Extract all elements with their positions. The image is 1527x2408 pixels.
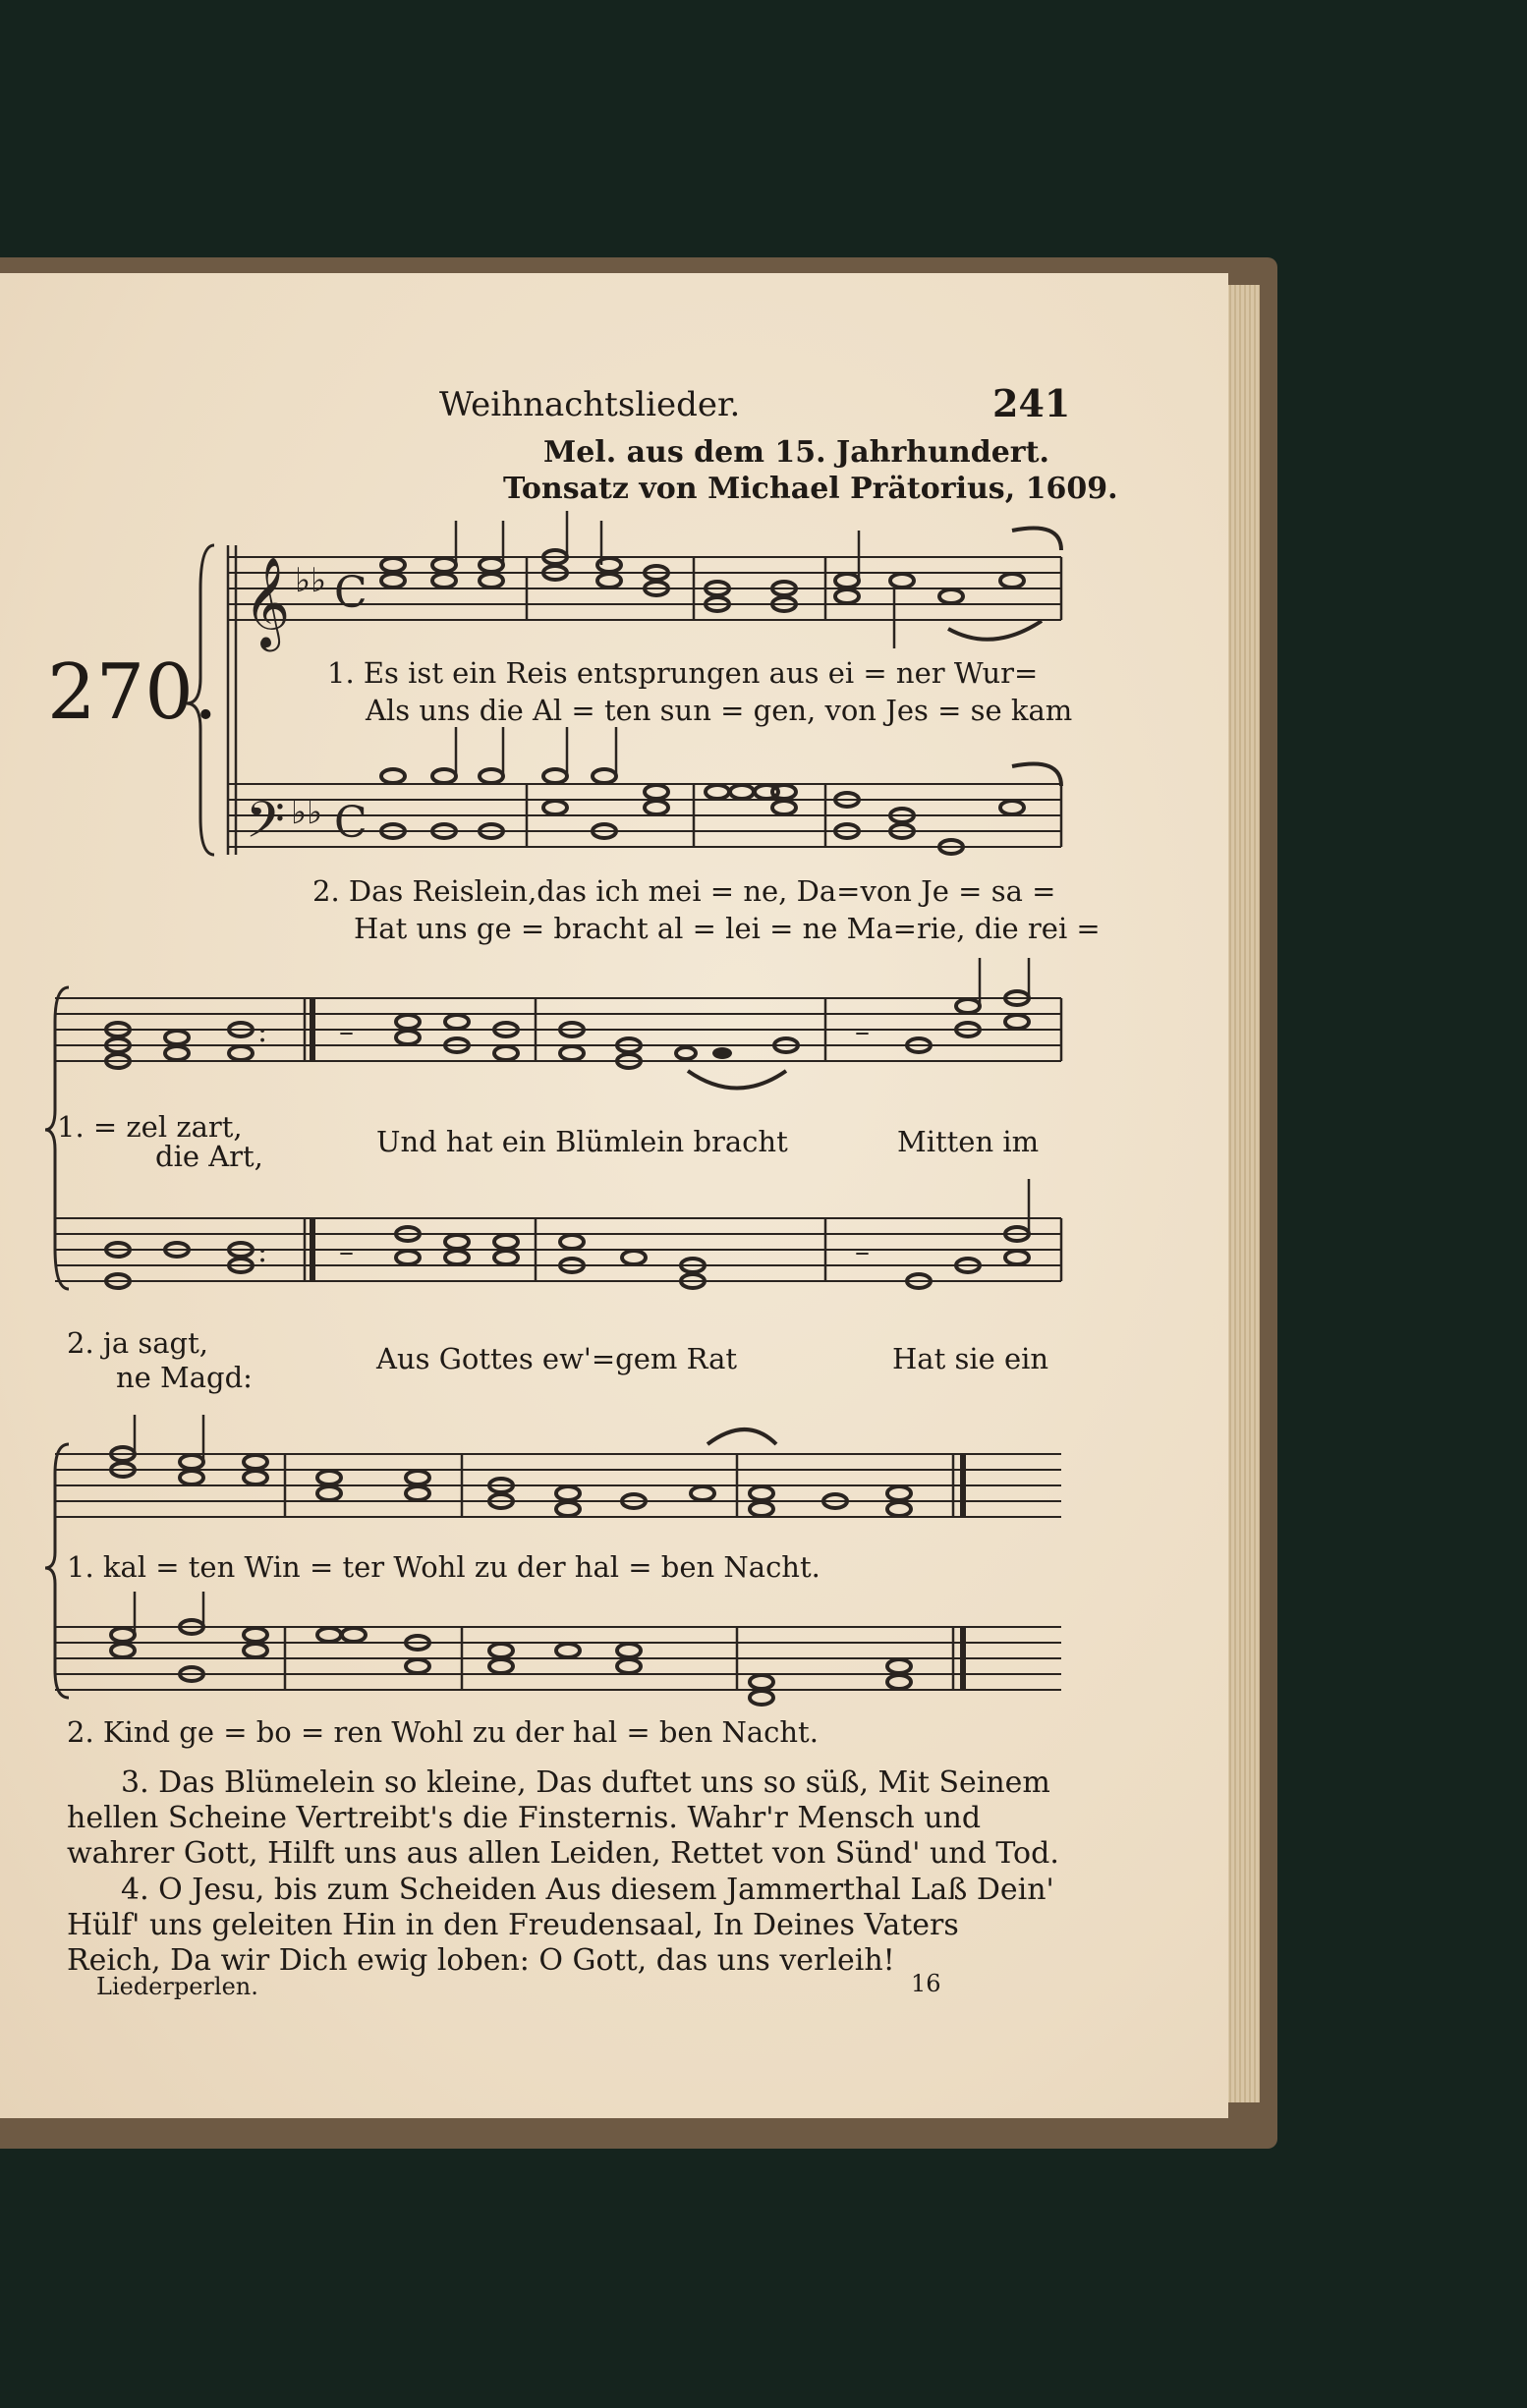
svg-text:–: – — [339, 1015, 354, 1049]
page-number: 241 — [992, 381, 1071, 425]
svg-text:C: C — [334, 798, 368, 848]
stanza-4: 4. O Jesu, bis zum Scheiden Aus diesem Jammerthal Laß Dein' Hülf' uns geleiten Hin in den Freudensaal, In Deines Vaters Reich, Da wir Dich ewig loben: O Gott, das uns verleih! — [67, 1873, 1054, 1978]
setting-attribution: Tonsatz von Michael Prätorius, 1609. — [503, 472, 1118, 506]
system1-verse2-line2: Hat uns ge = bracht al = lei = ne Ma=rie, die rei = — [354, 912, 1101, 945]
system2-verse1-a: 1. = zel zart, — [57, 1110, 243, 1144]
svg-text:♭♭: ♭♭ — [295, 561, 327, 600]
system1-brace — [187, 545, 214, 855]
system2-notes — [106, 958, 1029, 1288]
svg-text:–: – — [339, 1235, 354, 1269]
running-title: Weihnachtslieder. — [439, 385, 741, 424]
system2-verse2-d: Hat sie ein — [892, 1342, 1049, 1375]
svg-text::: : — [257, 1235, 268, 1269]
system2-verse2-b: ne Magd: — [116, 1361, 253, 1394]
system1-verse2-line1: 2. Das Reislein,das ich mei = ne, Da=von Je = sa = — [312, 874, 1056, 908]
system2-verse1-d: Mitten im — [897, 1125, 1040, 1158]
system1-treble-notes — [381, 511, 1061, 648]
system3-verse2: 2. Kind ge = bo = ren Wohl zu der hal = ben Nacht. — [67, 1715, 819, 1749]
system2-verse2-a: 2. ja sagt, — [67, 1326, 208, 1360]
svg-text:–: – — [855, 1235, 870, 1269]
system1-verse1-line2: Als uns die Al = ten sun = gen, von Jes = se kam — [366, 694, 1073, 727]
svg-text:𝄢: 𝄢 — [246, 790, 285, 862]
system2-verse1-b: die Art, — [155, 1140, 263, 1173]
hymn-number: 270. — [47, 648, 218, 737]
system2-verse2-c: Aus Gottes ew'=gem Rat — [376, 1342, 738, 1375]
svg-text:C: C — [334, 568, 368, 618]
svg-text:𝄞: 𝄞 — [244, 556, 291, 647]
svg-text:♭♭: ♭♭ — [291, 793, 323, 832]
svg-text:–: – — [855, 1015, 870, 1049]
svg-text::: : — [257, 1015, 268, 1049]
system2-verse1-c: Und hat ein Blümlein bracht — [376, 1125, 788, 1158]
stanza-3: 3. Das Blümelein so kleine, Das duftet uns so süß, Mit Seinem hellen Scheine Vertreibt's die Finsternis. Wahr'r Mensch und wahrer Gott, Hilft uns aus allen Leiden, Rettet von Sünd' und Tod. — [67, 1765, 1059, 1871]
melody-attribution: Mel. aus dem 15. Jahrhundert. — [543, 435, 1049, 470]
footer-signature: 16 — [911, 1970, 941, 1997]
system1-bass-notes — [381, 727, 1061, 854]
system2-lower-staff — [55, 1218, 1061, 1281]
system3-verse1: 1. kal = ten Win = ter Wohl zu der hal = ben Nacht. — [67, 1550, 820, 1584]
system1-verse1-line1: 1. Es ist ein Reis entsprungen aus ei = ner Wur= — [327, 656, 1039, 690]
footer-book-title: Liederperlen. — [96, 1973, 258, 2000]
system3-brace — [45, 1444, 69, 1698]
